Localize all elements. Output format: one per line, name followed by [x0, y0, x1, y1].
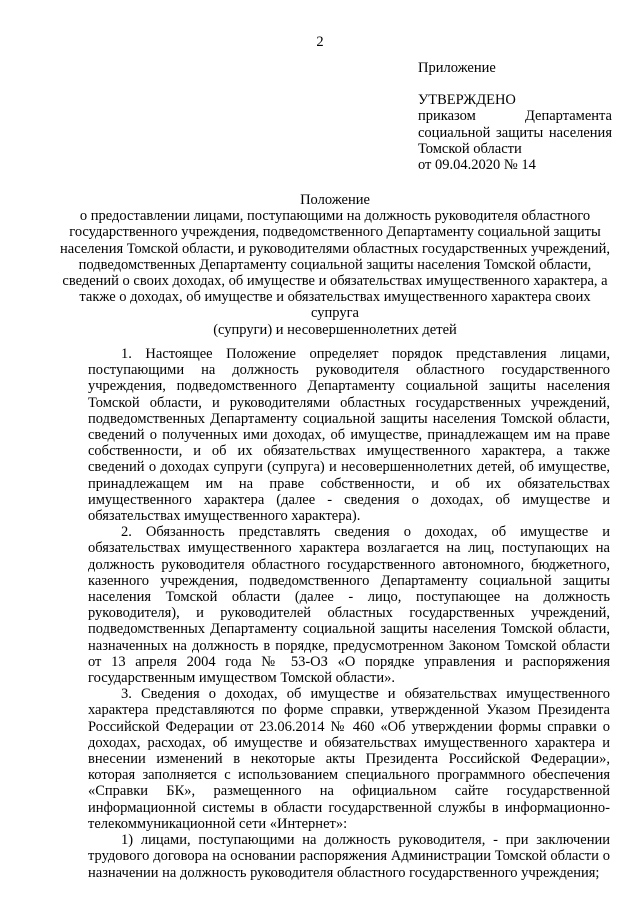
document-subtitle-line: населения Томской области, и руководителями областных государственных учреждений, — [60, 240, 610, 257]
document-subtitle-line: также о доходах, об имуществе и обязательствах имущественного характера своих супруга — [79, 289, 591, 322]
paragraph-2: 2. Обязанность представлять сведения о доходах, об имуществе и обязательствах имущественного характера возлагается на лиц, поступающих на должность руководителя областного государственного автономного, бюджетного, казенного учреждения, подведомственного Департаменту социальной защиты населения Томской области (далее - лицо, поступающее на должность руководителя), и руководителей областных государственных учреждений, подведомственных Департаменту социальной защиты населения Томской области, назначенных на должность в порядке, предусмотренном Законом Томской области от 13 апреля 2004 года № 53-ОЗ «О порядке управления и распоряжения государственным имуществом Томской области». — [88, 524, 610, 687]
page-number: 2 — [316, 34, 324, 50]
order-line: социальной защиты населения — [418, 124, 612, 141]
order-line: от 09.04.2020 № 14 — [418, 157, 536, 174]
order-line: приказом Департамента — [418, 108, 612, 125]
paragraph-1: 1. Настоящее Положение определяет порядок представления лицами, поступающими на должность руководителя областного государственного учреждения, подведомственного Департаменту социальной защиты населения Томской области, и руководителями областных государственных учреждений, подведомственных Департаменту социальной защиты населения Томской области, сведений о полученных ими доходах, об имуществе, принадлежащем им на праве собственности, и об их обязательствах имущественного характера, а также сведений о доходах супруги (супруга) и несовершеннолетних детей, об имуществе, принадлежащем им на праве собственности, и об их обязательствах имущественного характера (далее - сведения о доходах, об имуществе и обязательствах имущественного характера). — [88, 346, 610, 525]
document-subtitle-line: сведений о своих доходах, об имуществе и обязательствах имущественного характера, а — [62, 273, 608, 290]
document-subtitle-line: государственного учреждения, подведомственного Департаменту социальной защиты — [69, 224, 601, 241]
document-subtitle-line: о предоставлении лицами, поступающими на должность руководителя областного — [79, 208, 591, 225]
order-line: Томской области — [418, 140, 522, 157]
appendix-label: Приложение — [418, 60, 496, 76]
document-subtitle-line: (супруги) и несовершеннолетних детей — [213, 321, 457, 338]
document-title: Положение — [300, 192, 370, 208]
approved-label: УТВЕРЖДЕНО — [418, 92, 516, 109]
paragraph-3: 3. Сведения о доходах, об имуществе и обязательствах имущественного характера представляются по форме справки, утвержденной Указом Президента Российской Федерации от 23.06.2014 № 460 «Об утверждении формы справки о доходах, расходах, об имуществе и обязательствах имущественного характера и внесении изменений в некоторые акты Президента Российской Федерации», которая заполняется с использованием специального программного обеспечения «Справки БК», размещенного на официальном сайте государственной информационной системы в области государственной службы в информационно-телекоммуникационной сети «Интернет»: — [88, 686, 610, 832]
approval-block — [418, 60, 612, 173]
document-title-block — [60, 192, 610, 338]
paragraph-3-item-1: 1) лицами, поступающими на должность руководителя, - при заключении трудового договора на основании распоряжения Администрации Томской области о назначении на должность руководителя областного государственного учреждения; — [88, 832, 610, 881]
document-subtitle-line: подведомственных Департаменту социальной защиты населения Томской области, — [78, 256, 592, 273]
document-body — [88, 346, 610, 881]
